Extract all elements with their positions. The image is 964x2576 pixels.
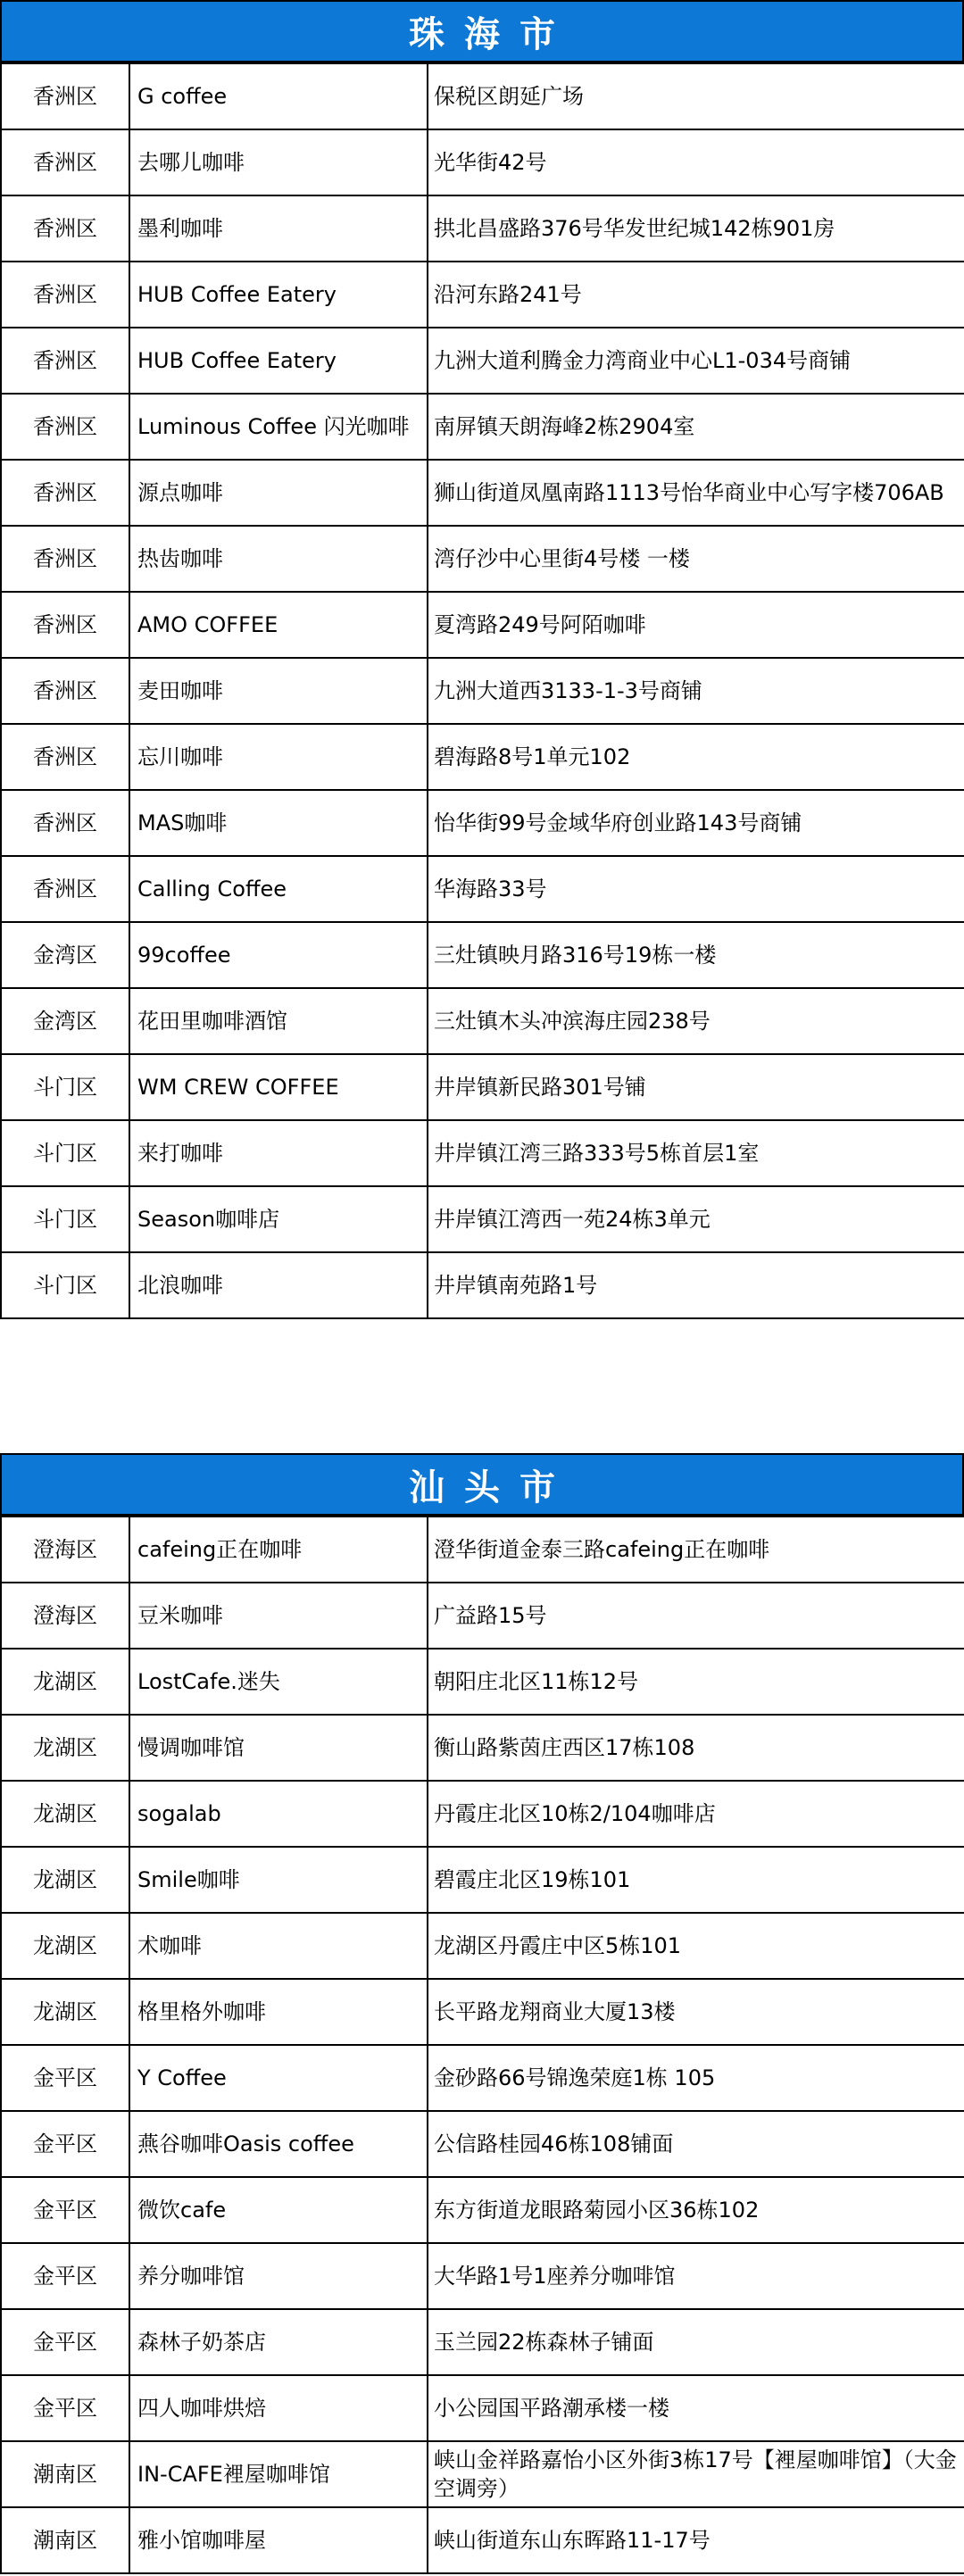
store-name-cell: 四人咖啡烘焙 bbox=[129, 2375, 428, 2441]
store-name-cell: sogalab bbox=[129, 1781, 428, 1847]
store-name-cell: WM CREW COFFEE bbox=[129, 1054, 428, 1120]
address-cell: 怡华街99号金域华府创业路143号商铺 bbox=[428, 790, 964, 856]
store-name-cell: 热齿咖啡 bbox=[129, 526, 428, 592]
district-cell: 龙湖区 bbox=[1, 1847, 129, 1913]
store-name-cell: 忘川咖啡 bbox=[129, 724, 428, 790]
district-cell: 香洲区 bbox=[1, 526, 129, 592]
table-row bbox=[1, 2309, 964, 2375]
table-row bbox=[1, 394, 964, 460]
district-cell: 香洲区 bbox=[1, 129, 129, 195]
district-cell: 金平区 bbox=[1, 2375, 129, 2441]
store-name-cell: 花田里咖啡酒馆 bbox=[129, 988, 428, 1054]
table-row bbox=[1, 1252, 964, 1318]
store-table bbox=[0, 62, 964, 1319]
store-name-cell: 豆米咖啡 bbox=[129, 1583, 428, 1649]
address-cell: 湾仔沙中心里街4号楼 一楼 bbox=[428, 526, 964, 592]
district-cell: 香洲区 bbox=[1, 328, 129, 394]
store-name-cell: 养分咖啡馆 bbox=[129, 2243, 428, 2309]
district-cell: 香洲区 bbox=[1, 592, 129, 658]
address-cell: 东方街道龙眼路菊园小区36栋102 bbox=[428, 2177, 964, 2243]
city-header: 珠海市 bbox=[0, 0, 964, 62]
table-row bbox=[1, 922, 964, 988]
address-cell: 大华路1号1座养分咖啡馆 bbox=[428, 2243, 964, 2309]
store-name-cell: AMO COFFEE bbox=[129, 592, 428, 658]
district-cell: 潮南区 bbox=[1, 2441, 129, 2507]
address-cell: 夏湾路249号阿陌咖啡 bbox=[428, 592, 964, 658]
table-row bbox=[1, 460, 964, 526]
district-cell: 龙湖区 bbox=[1, 1715, 129, 1781]
address-cell: 南屏镇天朗海峰2栋2904室 bbox=[428, 394, 964, 460]
store-name-cell: 北浪咖啡 bbox=[129, 1252, 428, 1318]
table-row bbox=[1, 195, 964, 262]
district-cell: 香洲区 bbox=[1, 394, 129, 460]
table-row bbox=[1, 856, 964, 922]
address-cell: 碧海路8号1单元102 bbox=[428, 724, 964, 790]
district-cell: 金湾区 bbox=[1, 922, 129, 988]
table-row bbox=[1, 262, 964, 328]
address-cell: 衡山路紫茵庄西区17栋108 bbox=[428, 1715, 964, 1781]
store-name-cell: G coffee bbox=[129, 63, 428, 129]
district-cell: 香洲区 bbox=[1, 195, 129, 262]
district-cell: 澄海区 bbox=[1, 1583, 129, 1649]
table-row bbox=[1, 988, 964, 1054]
store-name-cell: 源点咖啡 bbox=[129, 460, 428, 526]
district-cell: 香洲区 bbox=[1, 63, 129, 129]
table-row bbox=[1, 526, 964, 592]
address-cell: 沿河东路241号 bbox=[428, 262, 964, 328]
store-name-cell: IN-CAFE裡屋咖啡馆 bbox=[129, 2441, 428, 2507]
address-cell: 峡山街道东山东晖路11-17号 bbox=[428, 2507, 964, 2573]
store-name-cell: MAS咖啡 bbox=[129, 790, 428, 856]
district-cell: 龙湖区 bbox=[1, 1781, 129, 1847]
store-name-cell: HUB Coffee Eatery bbox=[129, 262, 428, 328]
city-header: 汕头市 bbox=[0, 1453, 964, 1516]
district-cell: 金平区 bbox=[1, 2243, 129, 2309]
table-row bbox=[1, 1054, 964, 1120]
district-cell: 潮南区 bbox=[1, 2507, 129, 2573]
district-cell: 龙湖区 bbox=[1, 1913, 129, 1979]
store-name-cell: Calling Coffee bbox=[129, 856, 428, 922]
district-cell: 香洲区 bbox=[1, 790, 129, 856]
store-name-cell: LostCafe.迷失 bbox=[129, 1649, 428, 1715]
store-name-cell: HUB Coffee Eatery bbox=[129, 328, 428, 394]
district-cell: 香洲区 bbox=[1, 658, 129, 724]
table-row bbox=[1, 1913, 964, 1979]
store-table bbox=[0, 1516, 964, 2574]
address-cell: 丹霞庄北区10栋2/104咖啡店 bbox=[428, 1781, 964, 1847]
table-row bbox=[1, 1583, 964, 1649]
address-cell: 长平路龙翔商业大厦13楼 bbox=[428, 1979, 964, 2045]
store-name-cell: Y Coffee bbox=[129, 2045, 428, 2111]
store-name-cell: 格里格外咖啡 bbox=[129, 1979, 428, 2045]
store-name-cell: 燕谷咖啡Oasis coffee bbox=[129, 2111, 428, 2177]
table-row bbox=[1, 1847, 964, 1913]
city-section-shantou bbox=[0, 1453, 964, 2574]
district-cell: 斗门区 bbox=[1, 1054, 129, 1120]
table-row bbox=[1, 328, 964, 394]
store-name-cell: 慢调咖啡馆 bbox=[129, 1715, 428, 1781]
address-cell: 公信路桂园46栋108铺面 bbox=[428, 2111, 964, 2177]
address-cell: 光华街42号 bbox=[428, 129, 964, 195]
address-cell: 龙湖区丹霞庄中区5栋101 bbox=[428, 1913, 964, 1979]
district-cell: 金平区 bbox=[1, 2111, 129, 2177]
district-cell: 金平区 bbox=[1, 2177, 129, 2243]
store-name-cell: 森林子奶茶店 bbox=[129, 2309, 428, 2375]
table-row bbox=[1, 1649, 964, 1715]
table-row bbox=[1, 2507, 964, 2573]
address-cell: 碧霞庄北区19栋101 bbox=[428, 1847, 964, 1913]
district-cell: 金平区 bbox=[1, 2309, 129, 2375]
district-cell: 澄海区 bbox=[1, 1517, 129, 1583]
address-cell: 井岸镇江湾三路333号5栋首层1室 bbox=[428, 1120, 964, 1186]
table-row bbox=[1, 2243, 964, 2309]
store-name-cell: Season咖啡店 bbox=[129, 1186, 428, 1252]
store-name-cell: 去哪儿咖啡 bbox=[129, 129, 428, 195]
table-row bbox=[1, 1120, 964, 1186]
store-name-cell: Smile咖啡 bbox=[129, 1847, 428, 1913]
table-row bbox=[1, 1715, 964, 1781]
district-cell: 金湾区 bbox=[1, 988, 129, 1054]
address-cell: 澄华街道金泰三路cafeing正在咖啡 bbox=[428, 1517, 964, 1583]
address-cell: 九洲大道西3133-1-3号商铺 bbox=[428, 658, 964, 724]
district-cell: 斗门区 bbox=[1, 1252, 129, 1318]
address-cell: 广益路15号 bbox=[428, 1583, 964, 1649]
address-cell: 金砂路66号锦逸荣庭1栋 105 bbox=[428, 2045, 964, 2111]
store-name-cell: 来打咖啡 bbox=[129, 1120, 428, 1186]
store-name-cell: 微饮cafe bbox=[129, 2177, 428, 2243]
address-cell: 拱北昌盛路376号华发世纪城142栋901房 bbox=[428, 195, 964, 262]
address-cell: 井岸镇南苑路1号 bbox=[428, 1252, 964, 1318]
table-row bbox=[1, 658, 964, 724]
address-cell: 保税区朗延广场 bbox=[428, 63, 964, 129]
store-name-cell: 术咖啡 bbox=[129, 1913, 428, 1979]
district-cell: 香洲区 bbox=[1, 724, 129, 790]
table-row bbox=[1, 790, 964, 856]
table-row bbox=[1, 724, 964, 790]
table-row bbox=[1, 2177, 964, 2243]
table-row bbox=[1, 1186, 964, 1252]
store-name-cell: 雅小馆咖啡屋 bbox=[129, 2507, 428, 2573]
table-row bbox=[1, 2375, 964, 2441]
address-cell: 玉兰园22栋森林子铺面 bbox=[428, 2309, 964, 2375]
address-cell: 三灶镇映月路316号19栋一楼 bbox=[428, 922, 964, 988]
address-cell: 三灶镇木头冲滨海庄园238号 bbox=[428, 988, 964, 1054]
table-row bbox=[1, 2441, 964, 2507]
district-cell: 香洲区 bbox=[1, 856, 129, 922]
address-cell: 峡山金祥路嘉怡小区外街3栋17号【裡屋咖啡馆】（大金空调旁） bbox=[428, 2441, 964, 2507]
table-row bbox=[1, 1979, 964, 2045]
district-cell: 龙湖区 bbox=[1, 1649, 129, 1715]
store-name-cell: 墨利咖啡 bbox=[129, 195, 428, 262]
table-row bbox=[1, 63, 964, 129]
district-cell: 金平区 bbox=[1, 2045, 129, 2111]
store-name-cell: 99coffee bbox=[129, 922, 428, 988]
address-cell: 朝阳庄北区11栋12号 bbox=[428, 1649, 964, 1715]
table-row bbox=[1, 2111, 964, 2177]
district-cell: 斗门区 bbox=[1, 1186, 129, 1252]
address-cell: 华海路33号 bbox=[428, 856, 964, 922]
store-name-cell: 麦田咖啡 bbox=[129, 658, 428, 724]
district-cell: 龙湖区 bbox=[1, 1979, 129, 2045]
table-row bbox=[1, 1517, 964, 1583]
district-cell: 香洲区 bbox=[1, 460, 129, 526]
table-row bbox=[1, 2045, 964, 2111]
table-row bbox=[1, 129, 964, 195]
store-name-cell: Luminous Coffee 闪光咖啡 bbox=[129, 394, 428, 460]
district-cell: 斗门区 bbox=[1, 1120, 129, 1186]
table-row bbox=[1, 1781, 964, 1847]
store-name-cell: cafeing正在咖啡 bbox=[129, 1517, 428, 1583]
district-cell: 香洲区 bbox=[1, 262, 129, 328]
table-row bbox=[1, 592, 964, 658]
address-cell: 狮山街道凤凰南路1113号怡华商业中心写字楼706AB bbox=[428, 460, 964, 526]
address-cell: 九洲大道利腾金力湾商业中心L1-034号商铺 bbox=[428, 328, 964, 394]
address-cell: 井岸镇江湾西一苑24栋3单元 bbox=[428, 1186, 964, 1252]
address-cell: 小公园国平路潮承楼一楼 bbox=[428, 2375, 964, 2441]
address-cell: 井岸镇新民路301号铺 bbox=[428, 1054, 964, 1120]
